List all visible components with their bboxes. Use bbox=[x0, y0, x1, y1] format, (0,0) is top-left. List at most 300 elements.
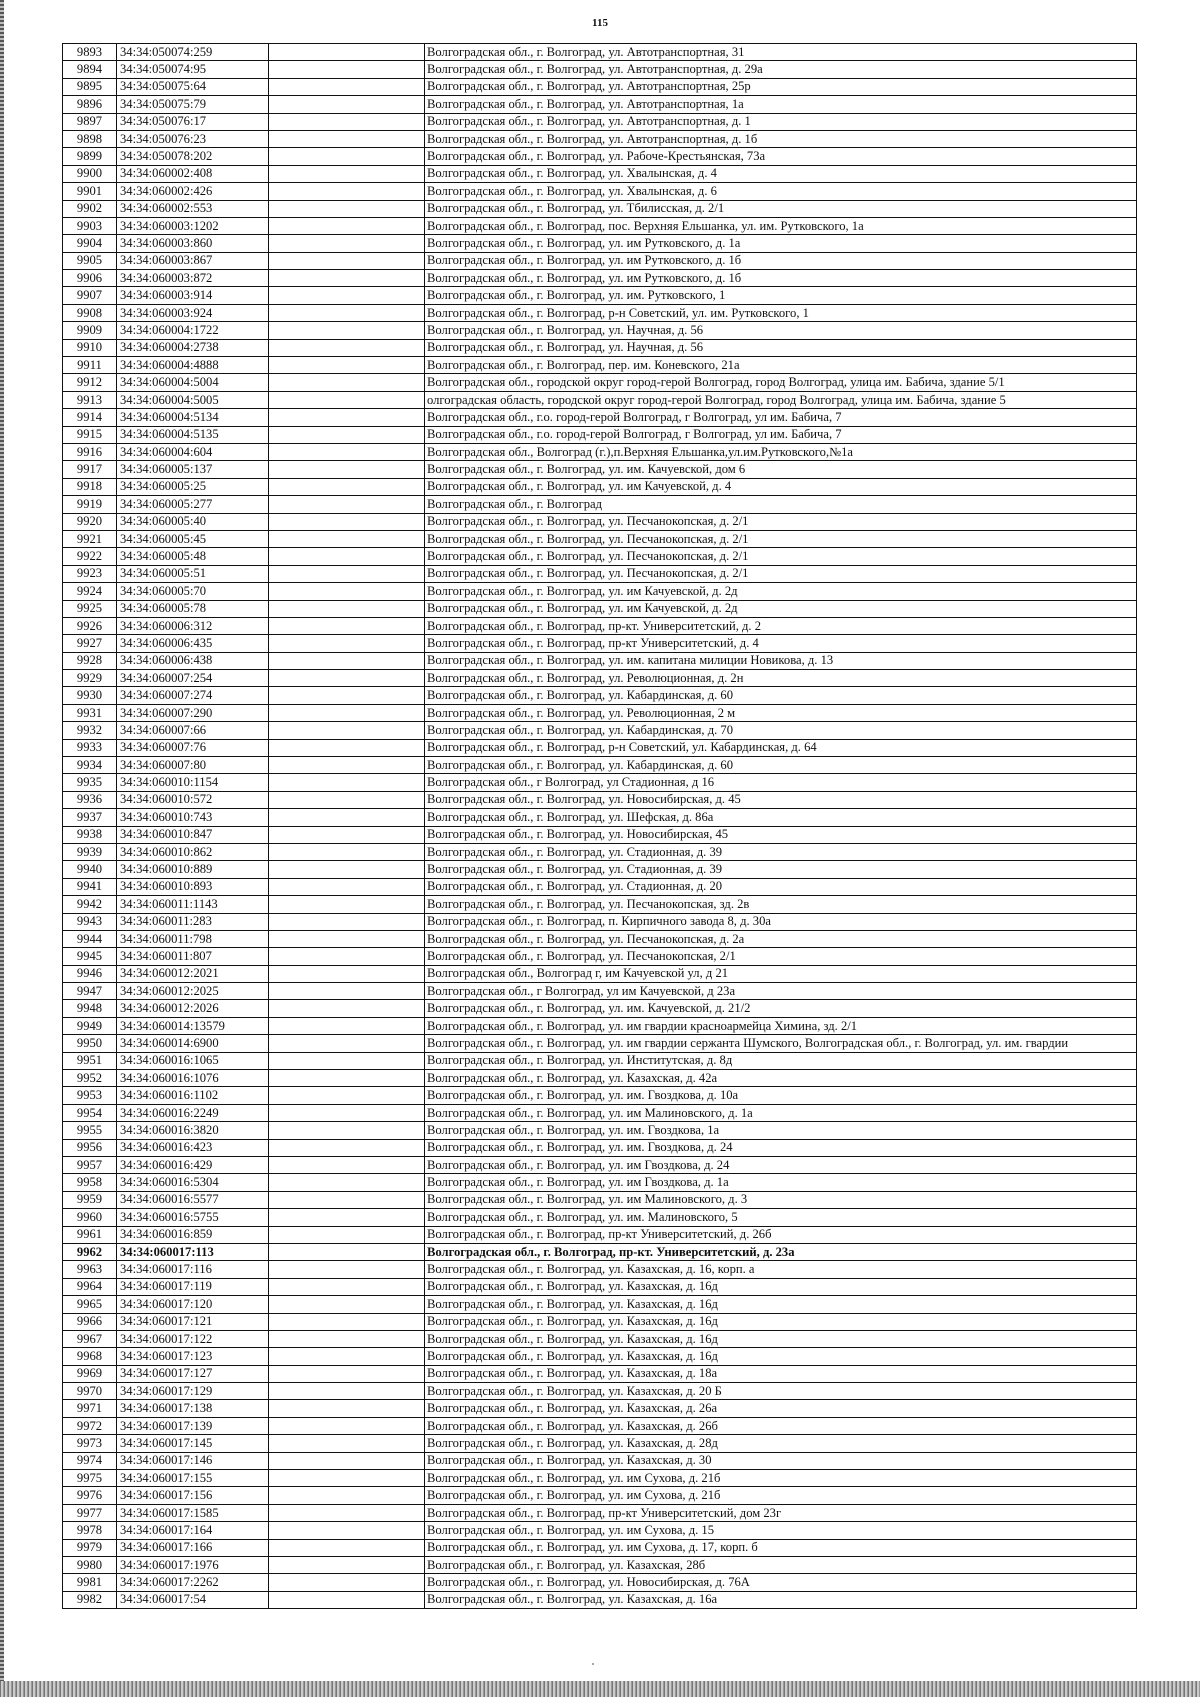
row-number-cell: 9968 bbox=[63, 1348, 117, 1365]
table-row bbox=[63, 635, 1137, 652]
cadastral-number-cell: 34:34:060004:2738 bbox=[117, 339, 269, 356]
cadastral-number-cell: 34:34:060016:5304 bbox=[117, 1174, 269, 1191]
row-number-cell: 9896 bbox=[63, 96, 117, 113]
address-cell: Волгоградская обл., г. Волгоград, ул. Казахская, д. 30 bbox=[425, 1452, 1137, 1469]
empty-cell bbox=[269, 861, 425, 878]
empty-cell bbox=[269, 843, 425, 860]
empty-cell bbox=[269, 652, 425, 669]
empty-cell bbox=[269, 1365, 425, 1382]
empty-cell bbox=[269, 1400, 425, 1417]
address-cell: Волгоградская обл., г. Волгоград, ул. им Сухова, д. 21б bbox=[425, 1487, 1137, 1504]
table-row bbox=[63, 1157, 1137, 1174]
address-cell: Волгоградская обл., г Волгоград, ул им Качуевской, д 23а bbox=[425, 983, 1137, 1000]
empty-cell bbox=[269, 374, 425, 391]
table-row bbox=[63, 652, 1137, 669]
cadastral-number-cell: 34:34:060016:429 bbox=[117, 1157, 269, 1174]
address-cell: Волгоградская обл., Волгоград г, им Качуевской ул, д 21 bbox=[425, 965, 1137, 982]
row-number-cell: 9953 bbox=[63, 1087, 117, 1104]
empty-cell bbox=[269, 183, 425, 200]
address-cell: Волгоградская обл., г. Волгоград, ул. им. Гвоздкова, 1а bbox=[425, 1122, 1137, 1139]
row-number-cell: 9949 bbox=[63, 1017, 117, 1034]
address-cell: Волгоградская обл., г. Волгоград, пр-кт Университетский, д. 26б bbox=[425, 1226, 1137, 1243]
cadastral-number-cell: 34:34:060004:5135 bbox=[117, 426, 269, 443]
table-row bbox=[63, 1209, 1137, 1226]
cadastral-number-cell: 34:34:050075:79 bbox=[117, 96, 269, 113]
row-number-cell: 9905 bbox=[63, 252, 117, 269]
empty-cell bbox=[269, 1174, 425, 1191]
cadastral-number-cell: 34:34:060005:40 bbox=[117, 513, 269, 530]
cadastral-number-cell: 34:34:060012:2021 bbox=[117, 965, 269, 982]
row-number-cell: 9933 bbox=[63, 739, 117, 756]
row-number-cell: 9901 bbox=[63, 183, 117, 200]
cadastral-number-cell: 34:34:060017:113 bbox=[117, 1243, 269, 1260]
address-cell: Волгоградская обл., г. Волгоград, ул. Автотранспортная, д. 1б bbox=[425, 130, 1137, 147]
cadastral-number-cell: 34:34:060017:116 bbox=[117, 1261, 269, 1278]
empty-cell bbox=[269, 600, 425, 617]
table-row bbox=[63, 113, 1137, 130]
row-number-cell: 9899 bbox=[63, 148, 117, 165]
empty-cell bbox=[269, 635, 425, 652]
address-cell: Волгоградская обл., г. Волгоград, ул. им. Гвоздкова, д. 24 bbox=[425, 1139, 1137, 1156]
address-cell: Волгоградская обл., г. Волгоград, ул. Песчанокопская, д. 2/1 bbox=[425, 530, 1137, 547]
empty-cell bbox=[269, 739, 425, 756]
row-number-cell: 9916 bbox=[63, 443, 117, 460]
row-number-cell: 9928 bbox=[63, 652, 117, 669]
table-row bbox=[63, 496, 1137, 513]
address-cell: Волгоградская обл., г. Волгоград, ул. им Сухова, д. 17, корп. б bbox=[425, 1539, 1137, 1556]
address-cell: Волгоградская обл., г. Волгоград, ул. Казахская, д. 26б bbox=[425, 1417, 1137, 1434]
empty-cell bbox=[269, 61, 425, 78]
row-number-cell: 9970 bbox=[63, 1383, 117, 1400]
empty-cell bbox=[269, 722, 425, 739]
row-number-cell: 9962 bbox=[63, 1243, 117, 1260]
address-cell: Волгоградская обл., Волгоград (г.),п.Верхняя Ельшанка,ул.им.Рутковского,№1а bbox=[425, 443, 1137, 460]
table-row bbox=[63, 1104, 1137, 1121]
scan-speck bbox=[592, 1663, 594, 1665]
empty-cell bbox=[269, 791, 425, 808]
row-number-cell: 9913 bbox=[63, 391, 117, 408]
table-row bbox=[63, 252, 1137, 269]
row-number-cell: 9938 bbox=[63, 826, 117, 843]
empty-cell bbox=[269, 78, 425, 95]
address-cell: Волгоградская обл., г. Волгоград, ул. Новосибирская, д. 45 bbox=[425, 791, 1137, 808]
empty-cell bbox=[269, 1470, 425, 1487]
empty-cell bbox=[269, 617, 425, 634]
address-cell: Волгоградская обл., г. Волгоград, ул. им. Рутковского, 1 bbox=[425, 287, 1137, 304]
cadastral-number-cell: 34:34:060017:54 bbox=[117, 1591, 269, 1608]
table-row bbox=[63, 409, 1137, 426]
cadastral-number-cell: 34:34:060006:435 bbox=[117, 635, 269, 652]
empty-cell bbox=[269, 1052, 425, 1069]
address-cell: Волгоградская обл., г. Волгоград, ул. им. Гвоздкова, д. 10а bbox=[425, 1087, 1137, 1104]
scan-edge-bottom bbox=[0, 1681, 1200, 1697]
cadastral-number-cell: 34:34:060017:155 bbox=[117, 1470, 269, 1487]
address-cell: Волгоградская обл., г.о. город-герой Волгоград, г Волгоград, ул им. Бабича, 7 bbox=[425, 426, 1137, 443]
cadastral-number-cell: 34:34:050074:259 bbox=[117, 44, 269, 61]
cadastral-number-cell: 34:34:060012:2026 bbox=[117, 1000, 269, 1017]
cadastral-number-cell: 34:34:060017:119 bbox=[117, 1278, 269, 1295]
empty-cell bbox=[269, 270, 425, 287]
cadastral-number-cell: 34:34:060017:129 bbox=[117, 1383, 269, 1400]
cadastral-number-cell: 34:34:060003:872 bbox=[117, 270, 269, 287]
cadastral-number-cell: 34:34:060017:164 bbox=[117, 1522, 269, 1539]
cadastral-number-cell: 34:34:060004:5005 bbox=[117, 391, 269, 408]
row-number-cell: 9944 bbox=[63, 930, 117, 947]
table-row bbox=[63, 843, 1137, 860]
address-cell: Волгоградская обл., г. Волгоград, ул. им Гвоздкова, д. 24 bbox=[425, 1157, 1137, 1174]
cadastral-number-cell: 34:34:060004:4888 bbox=[117, 357, 269, 374]
empty-cell bbox=[269, 1157, 425, 1174]
address-cell: Волгоградская обл., г. Волгоград, ул. им Рутковского, д. 1б bbox=[425, 270, 1137, 287]
row-number-cell: 9914 bbox=[63, 409, 117, 426]
address-cell: Волгоградская обл., г. Волгоград, пр-кт. Университетский, д. 23а bbox=[425, 1243, 1137, 1260]
row-number-cell: 9920 bbox=[63, 513, 117, 530]
row-number-cell: 9956 bbox=[63, 1139, 117, 1156]
address-cell: Волгоградская обл., г. Волгоград, р-н Советский, ул. им. Рутковского, 1 bbox=[425, 304, 1137, 321]
table-row bbox=[63, 1591, 1137, 1608]
empty-cell bbox=[269, 1139, 425, 1156]
table-row bbox=[63, 1574, 1137, 1591]
address-cell: Волгоградская обл., г. Волгоград, пр-кт Университетский, дом 23г bbox=[425, 1504, 1137, 1521]
table-row bbox=[63, 1174, 1137, 1191]
cadastral-number-cell: 34:34:060002:426 bbox=[117, 183, 269, 200]
cadastral-number-cell: 34:34:060003:914 bbox=[117, 287, 269, 304]
empty-cell bbox=[269, 913, 425, 930]
table-row bbox=[63, 1365, 1137, 1382]
row-number-cell: 9961 bbox=[63, 1226, 117, 1243]
table-row bbox=[63, 913, 1137, 930]
address-cell: Волгоградская обл., г. Волгоград, ул. Песчанокопская, д. 2/1 bbox=[425, 513, 1137, 530]
empty-cell bbox=[269, 1383, 425, 1400]
table-row bbox=[63, 1191, 1137, 1208]
table-row bbox=[63, 183, 1137, 200]
table-row bbox=[63, 583, 1137, 600]
table-row bbox=[63, 1400, 1137, 1417]
cadastral-number-cell: 34:34:060017:156 bbox=[117, 1487, 269, 1504]
cadastral-number-cell: 34:34:060010:572 bbox=[117, 791, 269, 808]
table-row bbox=[63, 1296, 1137, 1313]
table-row bbox=[63, 270, 1137, 287]
row-number-cell: 9902 bbox=[63, 200, 117, 217]
row-number-cell: 9895 bbox=[63, 78, 117, 95]
address-cell: Волгоградская обл., г. Волгоград, р-н Советский, ул. Кабардинская, д. 64 bbox=[425, 739, 1137, 756]
table-row bbox=[63, 1470, 1137, 1487]
address-cell: Волгоградская обл., г. Волгоград, ул. Революционная, 2 м bbox=[425, 704, 1137, 721]
address-cell: Волгоградская обл., г. Волгоград, ул. им Качуевской, д. 2д bbox=[425, 600, 1137, 617]
row-number-cell: 9908 bbox=[63, 304, 117, 321]
row-number-cell: 9982 bbox=[63, 1591, 117, 1608]
empty-cell bbox=[269, 426, 425, 443]
row-number-cell: 9979 bbox=[63, 1539, 117, 1556]
cadastral-number-cell: 34:34:060016:859 bbox=[117, 1226, 269, 1243]
row-number-cell: 9910 bbox=[63, 339, 117, 356]
table-row bbox=[63, 1504, 1137, 1521]
address-cell: Волгоградская обл., г. Волгоград, ул. Автотранспортная, д. 29а bbox=[425, 61, 1137, 78]
address-cell: Волгоградская обл., г. Волгоград, ул. им. Малиновского, 5 bbox=[425, 1209, 1137, 1226]
table-row bbox=[63, 774, 1137, 791]
empty-cell bbox=[269, 1417, 425, 1434]
table-row bbox=[63, 78, 1137, 95]
row-number-cell: 9936 bbox=[63, 791, 117, 808]
cadastral-number-cell: 34:34:060017:145 bbox=[117, 1435, 269, 1452]
cadastral-number-cell: 34:34:060005:78 bbox=[117, 600, 269, 617]
cadastral-number-cell: 34:34:060005:48 bbox=[117, 548, 269, 565]
address-cell: Волгоградская обл., г.о. город-герой Волгоград, г Волгоград, ул им. Бабича, 7 bbox=[425, 409, 1137, 426]
empty-cell bbox=[269, 252, 425, 269]
row-number-cell: 9919 bbox=[63, 496, 117, 513]
empty-cell bbox=[269, 165, 425, 182]
cadastral-number-cell: 34:34:060007:274 bbox=[117, 687, 269, 704]
empty-cell bbox=[269, 965, 425, 982]
table-row bbox=[63, 357, 1137, 374]
cadastral-number-cell: 34:34:060017:121 bbox=[117, 1313, 269, 1330]
empty-cell bbox=[269, 1313, 425, 1330]
address-cell: Волгоградская обл., г. Волгоград, ул. Автотранспортная, 31 bbox=[425, 44, 1137, 61]
empty-cell bbox=[269, 548, 425, 565]
address-cell: Волгоградская обл., г. Волгоград, ул. им гвардии красноармейца Химина, зд. 2/1 bbox=[425, 1017, 1137, 1034]
table-row bbox=[63, 1330, 1137, 1347]
table-row bbox=[63, 1017, 1137, 1034]
empty-cell bbox=[269, 583, 425, 600]
empty-cell bbox=[269, 1522, 425, 1539]
row-number-cell: 9973 bbox=[63, 1435, 117, 1452]
empty-cell bbox=[269, 1296, 425, 1313]
address-cell: Волгоградская обл., г. Волгоград, ул. Тбилисская, д. 2/1 bbox=[425, 200, 1137, 217]
empty-cell bbox=[269, 757, 425, 774]
cadastral-number-cell: 34:34:060004:604 bbox=[117, 443, 269, 460]
address-cell: Волгоградская обл., г. Волгоград, ул. Казахская, д. 20 Б bbox=[425, 1383, 1137, 1400]
address-cell: Волгоградская обл., г. Волгоград, ул. Стадионная, д. 39 bbox=[425, 861, 1137, 878]
empty-cell bbox=[269, 461, 425, 478]
address-cell: Волгоградская обл., г. Волгоград, ул. им Рутковского, д. 1б bbox=[425, 252, 1137, 269]
row-number-cell: 9926 bbox=[63, 617, 117, 634]
address-cell: Волгоградская обл., г. Волгоград, ул. Казахская, д. 16д bbox=[425, 1296, 1137, 1313]
cadastral-number-cell: 34:34:060005:277 bbox=[117, 496, 269, 513]
empty-cell bbox=[269, 1191, 425, 1208]
row-number-cell: 9971 bbox=[63, 1400, 117, 1417]
cadastral-number-cell: 34:34:060011:798 bbox=[117, 930, 269, 947]
row-number-cell: 9931 bbox=[63, 704, 117, 721]
cadastral-number-cell: 34:34:060010:893 bbox=[117, 878, 269, 895]
table-row bbox=[63, 948, 1137, 965]
table-row bbox=[63, 1122, 1137, 1139]
cadastral-number-cell: 34:34:060004:5134 bbox=[117, 409, 269, 426]
empty-cell bbox=[269, 113, 425, 130]
table-row bbox=[63, 235, 1137, 252]
registry-table bbox=[62, 43, 1137, 1609]
address-cell: Волгоградская обл., г. Волгоград, ул. Кабардинская, д. 60 bbox=[425, 687, 1137, 704]
cadastral-number-cell: 34:34:060017:127 bbox=[117, 1365, 269, 1382]
table-row bbox=[63, 61, 1137, 78]
empty-cell bbox=[269, 478, 425, 495]
address-cell: Волгоградская обл., г. Волгоград bbox=[425, 496, 1137, 513]
row-number-cell: 9912 bbox=[63, 374, 117, 391]
row-number-cell: 9922 bbox=[63, 548, 117, 565]
cadastral-number-cell: 34:34:060011:807 bbox=[117, 948, 269, 965]
row-number-cell: 9947 bbox=[63, 983, 117, 1000]
row-number-cell: 9966 bbox=[63, 1313, 117, 1330]
cadastral-number-cell: 34:34:060016:2249 bbox=[117, 1104, 269, 1121]
address-cell: Волгоградская обл., г. Волгоград, ул. им. капитана милиции Новикова, д. 13 bbox=[425, 652, 1137, 669]
cadastral-number-cell: 34:34:060011:283 bbox=[117, 913, 269, 930]
row-number-cell: 9964 bbox=[63, 1278, 117, 1295]
address-cell: Волгоградская обл., г. Волгоград, ул. Казахская, 28б bbox=[425, 1556, 1137, 1573]
row-number-cell: 9948 bbox=[63, 1000, 117, 1017]
address-cell: Волгоградская обл., г. Волгоград, ул. им Малиновского, д. 1а bbox=[425, 1104, 1137, 1121]
row-number-cell: 9951 bbox=[63, 1052, 117, 1069]
table-row bbox=[63, 1383, 1137, 1400]
empty-cell bbox=[269, 687, 425, 704]
table-row bbox=[63, 548, 1137, 565]
empty-cell bbox=[269, 322, 425, 339]
table-row bbox=[63, 1487, 1137, 1504]
empty-cell bbox=[269, 670, 425, 687]
table-row bbox=[63, 739, 1137, 756]
empty-cell bbox=[269, 496, 425, 513]
cadastral-number-cell: 34:34:060012:2025 bbox=[117, 983, 269, 1000]
address-cell: Волгоградская обл., г. Волгоград, ул. Научная, д. 56 bbox=[425, 339, 1137, 356]
empty-cell bbox=[269, 513, 425, 530]
empty-cell bbox=[269, 1000, 425, 1017]
row-number-cell: 9923 bbox=[63, 565, 117, 582]
cadastral-number-cell: 34:34:060005:137 bbox=[117, 461, 269, 478]
empty-cell bbox=[269, 1556, 425, 1573]
empty-cell bbox=[269, 1087, 425, 1104]
cadastral-number-cell: 34:34:060005:70 bbox=[117, 583, 269, 600]
address-cell: Волгоградская обл., г. Волгоград, ул. Автотранспортная, 1а bbox=[425, 96, 1137, 113]
cadastral-number-cell: 34:34:060016:5577 bbox=[117, 1191, 269, 1208]
row-number-cell: 9942 bbox=[63, 896, 117, 913]
table-row bbox=[63, 339, 1137, 356]
table-row bbox=[63, 1435, 1137, 1452]
cadastral-number-cell: 34:34:050078:202 bbox=[117, 148, 269, 165]
row-number-cell: 9980 bbox=[63, 1556, 117, 1573]
address-cell: Волгоградская обл., г. Волгоград, ул. Песчанокопская, д. 2а bbox=[425, 930, 1137, 947]
row-number-cell: 9981 bbox=[63, 1574, 117, 1591]
empty-cell bbox=[269, 1243, 425, 1260]
address-cell: Волгоградская обл., г. Волгоград, ул. им Сухова, д. 21б bbox=[425, 1470, 1137, 1487]
table-row bbox=[63, 304, 1137, 321]
address-cell: Волгоградская обл., г. Волгоград, ул. Казахская, д. 16д bbox=[425, 1348, 1137, 1365]
row-number-cell: 9911 bbox=[63, 357, 117, 374]
row-number-cell: 9965 bbox=[63, 1296, 117, 1313]
empty-cell bbox=[269, 530, 425, 547]
table-row bbox=[63, 513, 1137, 530]
address-cell: Волгоградская обл., г. Волгоград, ул. Рабоче-Крестьянская, 73а bbox=[425, 148, 1137, 165]
cadastral-number-cell: 34:34:060003:924 bbox=[117, 304, 269, 321]
row-number-cell: 9977 bbox=[63, 1504, 117, 1521]
cadastral-number-cell: 34:34:060007:254 bbox=[117, 670, 269, 687]
row-number-cell: 9927 bbox=[63, 635, 117, 652]
table-row bbox=[63, 687, 1137, 704]
empty-cell bbox=[269, 1261, 425, 1278]
address-cell: Волгоградская обл., г. Волгоград, ул. Автотранспортная, д. 1 bbox=[425, 113, 1137, 130]
table-row bbox=[63, 896, 1137, 913]
empty-cell bbox=[269, 200, 425, 217]
table-row bbox=[63, 322, 1137, 339]
cadastral-number-cell: 34:34:060017:139 bbox=[117, 1417, 269, 1434]
address-cell: Волгоградская обл., г. Волгоград, ул. Научная, д. 56 bbox=[425, 322, 1137, 339]
cadastral-number-cell: 34:34:060005:45 bbox=[117, 530, 269, 547]
address-cell: Волгоградская обл., г. Волгоград, пос. Верхняя Ельшанка, ул. им. Рутковского, 1а bbox=[425, 217, 1137, 234]
row-number-cell: 9972 bbox=[63, 1417, 117, 1434]
cadastral-number-cell: 34:34:060017:122 bbox=[117, 1330, 269, 1347]
row-number-cell: 9935 bbox=[63, 774, 117, 791]
cadastral-number-cell: 34:34:060002:408 bbox=[117, 165, 269, 182]
table-row bbox=[63, 1261, 1137, 1278]
table-row bbox=[63, 791, 1137, 808]
address-cell: Волгоградская обл., г. Волгоград, ул. Революционная, д. 2н bbox=[425, 670, 1137, 687]
empty-cell bbox=[269, 774, 425, 791]
empty-cell bbox=[269, 896, 425, 913]
address-cell: Волгоградская обл., г. Волгоград, ул. Институтская, д. 8д bbox=[425, 1052, 1137, 1069]
row-number-cell: 9906 bbox=[63, 270, 117, 287]
table-row bbox=[63, 878, 1137, 895]
row-number-cell: 9894 bbox=[63, 61, 117, 78]
table-row bbox=[63, 1539, 1137, 1556]
cadastral-number-cell: 34:34:050074:95 bbox=[117, 61, 269, 78]
empty-cell bbox=[269, 1539, 425, 1556]
address-cell: Волгоградская обл., г. Волгоград, ул. им Рутковского, д. 1а bbox=[425, 235, 1137, 252]
cadastral-number-cell: 34:34:060016:5755 bbox=[117, 1209, 269, 1226]
address-cell: Волгоградская обл., г. Волгоград, ул. им Сухова, д. 15 bbox=[425, 1522, 1137, 1539]
empty-cell bbox=[269, 826, 425, 843]
table-row bbox=[63, 217, 1137, 234]
address-cell: Волгоградская обл., г. Волгоград, ул. Казахская, д. 42а bbox=[425, 1070, 1137, 1087]
address-cell: Волгоградская обл., г. Волгоград, ул. им Малиновского, д. 3 bbox=[425, 1191, 1137, 1208]
table-row bbox=[63, 1417, 1137, 1434]
empty-cell bbox=[269, 443, 425, 460]
row-number-cell: 9939 bbox=[63, 843, 117, 860]
row-number-cell: 9967 bbox=[63, 1330, 117, 1347]
empty-cell bbox=[269, 878, 425, 895]
address-cell: олгоградская область, городской округ город-герой Волгоград, город Волгоград, улица им. Бабича, здание 5 bbox=[425, 391, 1137, 408]
address-cell: Волгоградская обл., городской округ город-герой Волгоград, город Волгоград, улица им. Бабича, здание 5/1 bbox=[425, 374, 1137, 391]
empty-cell bbox=[269, 1452, 425, 1469]
cadastral-number-cell: 34:34:060010:862 bbox=[117, 843, 269, 860]
address-cell: Волгоградская обл., г. Волгоград, ул. Песчанокопская, 2/1 bbox=[425, 948, 1137, 965]
table-row bbox=[63, 1052, 1137, 1069]
row-number-cell: 9963 bbox=[63, 1261, 117, 1278]
cadastral-number-cell: 34:34:060016:1065 bbox=[117, 1052, 269, 1069]
address-cell: Волгоградская обл., г. Волгоград, ул. им. Качуевской, д. 21/2 bbox=[425, 1000, 1137, 1017]
row-number-cell: 9929 bbox=[63, 670, 117, 687]
address-cell: Волгоградская обл., г. Волгоград, ул. Песчанокопская, зд. 2в bbox=[425, 896, 1137, 913]
address-cell: Волгоградская обл., г. Волгоград, ул. Автотранспортная, 25р bbox=[425, 78, 1137, 95]
empty-cell bbox=[269, 1104, 425, 1121]
registry-body bbox=[63, 44, 1137, 1609]
table-row bbox=[63, 165, 1137, 182]
cadastral-number-cell: 34:34:060016:1076 bbox=[117, 1070, 269, 1087]
address-cell: Волгоградская обл., г. Волгоград, ул. Казахская, д. 16д bbox=[425, 1313, 1137, 1330]
address-cell: Волгоградская обл., г. Волгоград, пр-кт. Университетский, д. 2 bbox=[425, 617, 1137, 634]
row-number-cell: 9917 bbox=[63, 461, 117, 478]
cadastral-number-cell: 34:34:060016:3820 bbox=[117, 1122, 269, 1139]
table-row bbox=[63, 809, 1137, 826]
cadastral-number-cell: 34:34:060004:5004 bbox=[117, 374, 269, 391]
row-number-cell: 9954 bbox=[63, 1104, 117, 1121]
table-row bbox=[63, 617, 1137, 634]
empty-cell bbox=[269, 1035, 425, 1052]
cadastral-number-cell: 34:34:060016:1102 bbox=[117, 1087, 269, 1104]
cadastral-number-cell: 34:34:060017:2262 bbox=[117, 1574, 269, 1591]
address-cell: Волгоградская обл., г. Волгоград, ул. Шефская, д. 86а bbox=[425, 809, 1137, 826]
empty-cell bbox=[269, 983, 425, 1000]
empty-cell bbox=[269, 565, 425, 582]
row-number-cell: 9969 bbox=[63, 1365, 117, 1382]
row-number-cell: 9937 bbox=[63, 809, 117, 826]
table-row bbox=[63, 1035, 1137, 1052]
